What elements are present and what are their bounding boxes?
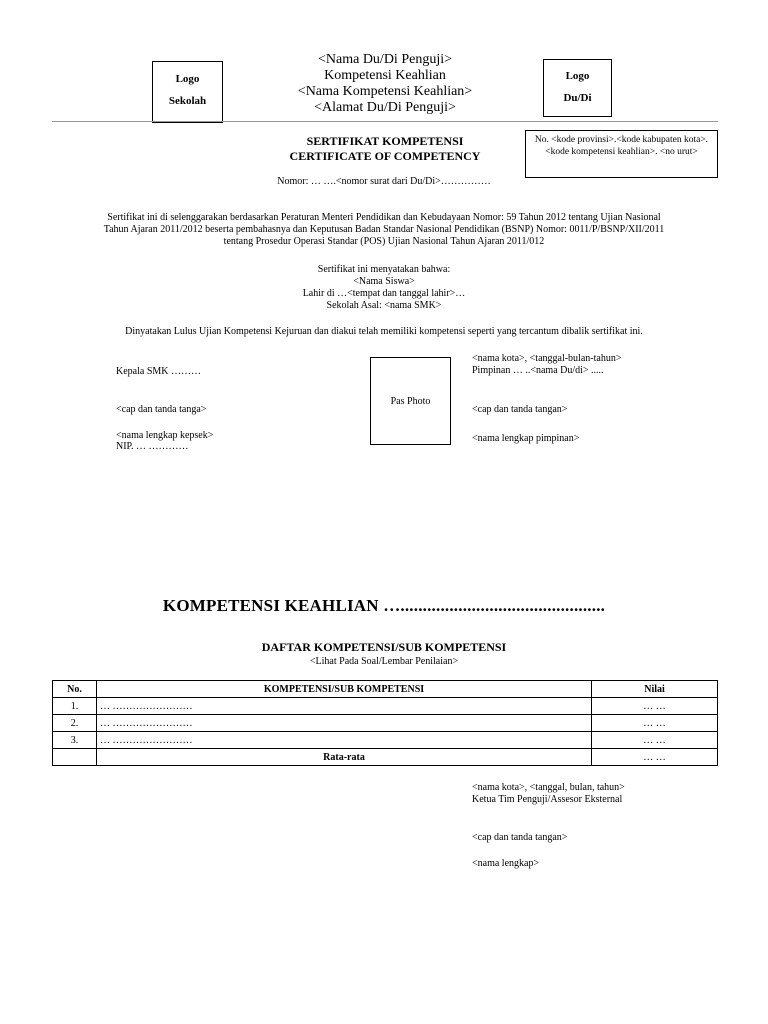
- table-row: [53, 715, 718, 732]
- col-no-header: No.: [53, 681, 97, 698]
- statement-intro: Sertifikat ini menyatakan bahwa:: [317, 264, 451, 275]
- row-kompetensi: … ……………………: [97, 698, 592, 715]
- header-kompetensi: Kompetensi Keahlian: [324, 68, 446, 83]
- average-row: [53, 749, 718, 766]
- table-row: [53, 698, 718, 715]
- logo-sekolah-box: [152, 61, 223, 123]
- header-address: <Alamat Du/Di Penguji>: [314, 100, 456, 115]
- footer-name: <nama lengkap>: [472, 858, 540, 869]
- legal-basis-paragraph: [40, 212, 728, 248]
- certificate-title-id: SERTIFIKAT KOMPETENSI: [306, 134, 464, 148]
- kompetensi-keahlian-title: KOMPETENSI KEAHLIAN …..............................................: [162, 596, 606, 615]
- footer-place-date: <nama kota>, <tanggal, bulan, tahun>: [472, 782, 625, 793]
- row-no: 3.: [53, 732, 97, 749]
- pimpinan-stamp: <cap dan tanda tangan>: [472, 404, 568, 415]
- footer-stamp: <cap dan tanda tangan>: [472, 832, 568, 843]
- header-divider: [52, 121, 718, 122]
- row-nilai: … …: [592, 732, 718, 749]
- legal-line: tentang Prosedur Operasi Standar (POS) Ujian Nasional Tahun Ajaran 2011/012: [223, 236, 545, 247]
- student-name: <Nama Siswa>: [353, 276, 415, 287]
- birth-info: Lahir di …<tempat dan tanggal lahir>…: [302, 288, 466, 299]
- certificate-title-en: CERTIFICATE OF COMPETENCY: [289, 149, 481, 163]
- row-kompetensi: … ……………………: [97, 732, 592, 749]
- table-header-row: [53, 681, 718, 698]
- header-kompetensi-name: <Nama Kompetensi Keahlian>: [297, 84, 473, 99]
- header-institution: [260, 52, 510, 116]
- pimpinan-place-date: <nama kota>, <tanggal-bulan-tahun>: [472, 353, 622, 364]
- row-no: 2.: [53, 715, 97, 732]
- pas-photo-box: Pas Photo: [370, 357, 451, 445]
- row-nilai: … …: [592, 715, 718, 732]
- logo-sekolah-sublabel: Sekolah: [168, 95, 207, 107]
- footer-role: Ketua Tim Penguji/Assesor Eksternal: [472, 794, 623, 805]
- header-dudi-name: <Nama Du/Di Penguji>: [318, 52, 452, 67]
- row-nilai: … …: [592, 698, 718, 715]
- logo-sekolah-label: Logo: [175, 73, 200, 85]
- statement-block: [200, 264, 568, 312]
- declaration-text: Dinyatakan Lulus Ujian Kompetensi Kejuruan dan diakui telah memiliki kompetensi seperti yang tercantum dibalik sertifikat ini.: [125, 326, 643, 337]
- legal-line: Sertifikat ini di selenggarakan berdasarkan Peraturan Menteri Pendidikan dan Kebudayaan Nomor: 59 Tahun 2012 tentang Ujian Nasional: [107, 212, 661, 223]
- legal-line: Tahun Ajaran 2011/2012 beserta pembahasnya dan Keputusan Badan Standar Nasional Pendidikan (BSNP) Nomor: 0011/P/BSNP/XII/2011: [103, 224, 665, 235]
- certificate-number-box: No. <kode provinsi>.<kode kabupaten kota>. <kode kompetensi keahlian>. <no urut>: [525, 130, 718, 178]
- kepala-smk-stamp: <cap dan tanda tanga>: [116, 404, 207, 415]
- average-no-cell: [53, 749, 97, 766]
- pimpinan-name: <nama lengkap pimpinan>: [472, 433, 580, 444]
- kepala-smk-nip: NIP. … …………: [116, 441, 189, 452]
- row-kompetensi: … ……………………: [97, 715, 592, 732]
- average-label: Rata-rata: [97, 749, 592, 766]
- daftar-kompetensi-subtitle: <Lihat Pada Soal/Lembar Penilaian>: [309, 656, 459, 667]
- table-row: [53, 732, 718, 749]
- row-no: 1.: [53, 698, 97, 715]
- daftar-kompetensi-title: DAFTAR KOMPETENSI/SUB KOMPETENSI: [261, 640, 507, 654]
- certificate-title: [240, 134, 530, 164]
- logo-dudi-label: Logo: [565, 70, 590, 82]
- col-kompetensi-header: KOMPETENSI/SUB KOMPETENSI: [97, 681, 592, 698]
- kepala-smk-role: Kepala SMK ………: [116, 366, 201, 377]
- pimpinan-role: Pimpinan … ..<nama Du/di> .....: [472, 365, 604, 376]
- kepala-smk-name: <nama lengkap kepsek>: [116, 430, 214, 441]
- certificate-nomor: Nomor: … ….<nomor surat dari Du/Di>……………: [277, 176, 491, 187]
- logo-dudi-sublabel: Du/Di: [563, 92, 592, 104]
- col-nilai-header: Nilai: [592, 681, 718, 698]
- logo-dudi-box: [543, 59, 612, 117]
- average-value: … …: [592, 749, 718, 766]
- kompetensi-table: [52, 680, 718, 766]
- school-origin: Sekolah Asal: <nama SMK>: [326, 300, 442, 311]
